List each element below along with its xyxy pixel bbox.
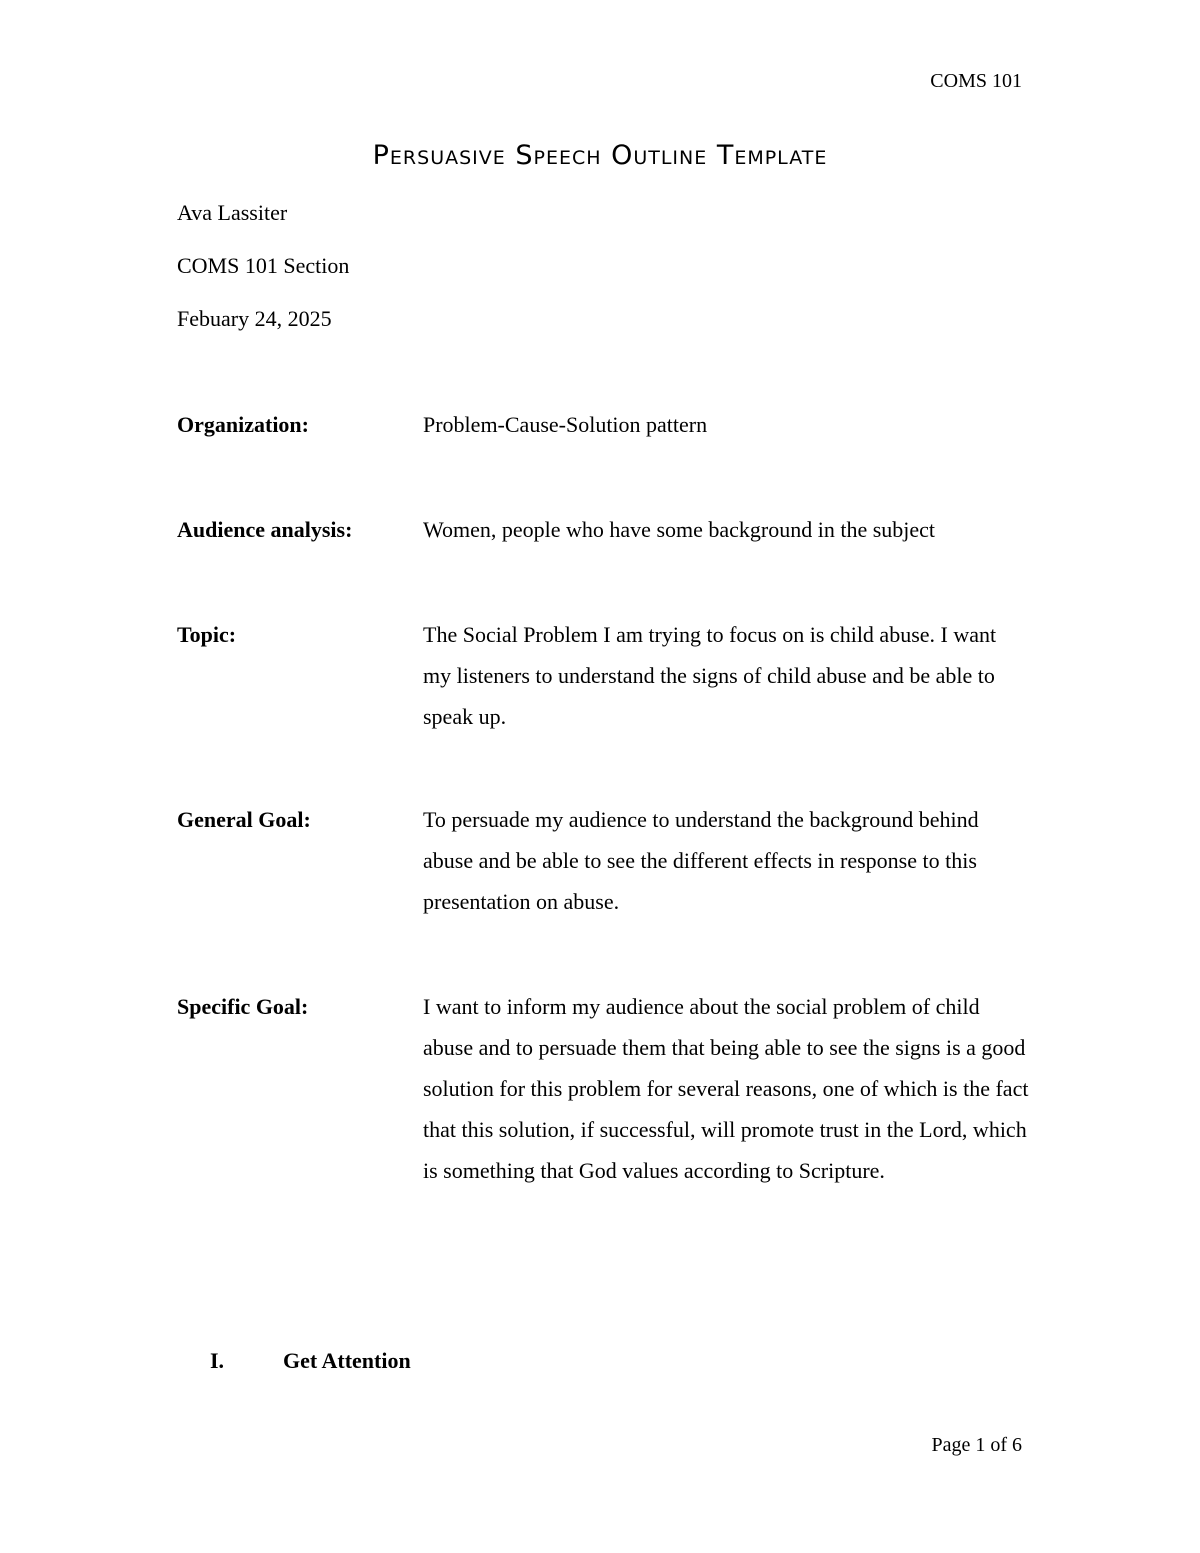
organization-value: Problem-Cause-Solution pattern [423, 412, 708, 437]
audience-analysis-value: Women, people who have some background in the subject [423, 517, 936, 542]
section-title: Get Attention [283, 1348, 411, 1373]
specific-goal-value: I want to inform my audience about the social problem of child abuse and to persuade them that being able to see the signs is a good solution for this problem for several reasons, one of which is the fact that this solution, if successful, will promote trust in the Lord, which is something that God values according to Scripture. [423, 994, 1029, 1183]
specific-goal-label: Specific Goal: [177, 994, 309, 1019]
topic-value: The Social Problem I am trying to focus on is child abuse. I want my listeners to understand the signs of child abuse and be able to speak up. [423, 622, 997, 729]
section-number: I. [210, 1348, 225, 1373]
topic-label: Topic: [177, 622, 237, 647]
general-goal-label: General Goal: [177, 807, 311, 832]
running-header: COMS 101 [930, 70, 1022, 92]
page-indicator: Page 1 of 6 [931, 1434, 1022, 1456]
document-title: Persuasive Speech Outline Template [372, 140, 828, 171]
organization-label: Organization: [177, 412, 309, 437]
audience-analysis-label: Audience analysis: [177, 517, 353, 542]
date: Febuary 24, 2025 [177, 306, 332, 331]
general-goal-value: To persuade my audience to understand the background behind abuse and be able to see the different effects in response to this presentation on abuse. [423, 807, 979, 914]
course-section: COMS 101 Section [177, 253, 350, 278]
outline-section-heading [210, 1348, 411, 1374]
student-name: Ava Lassiter [177, 200, 288, 225]
